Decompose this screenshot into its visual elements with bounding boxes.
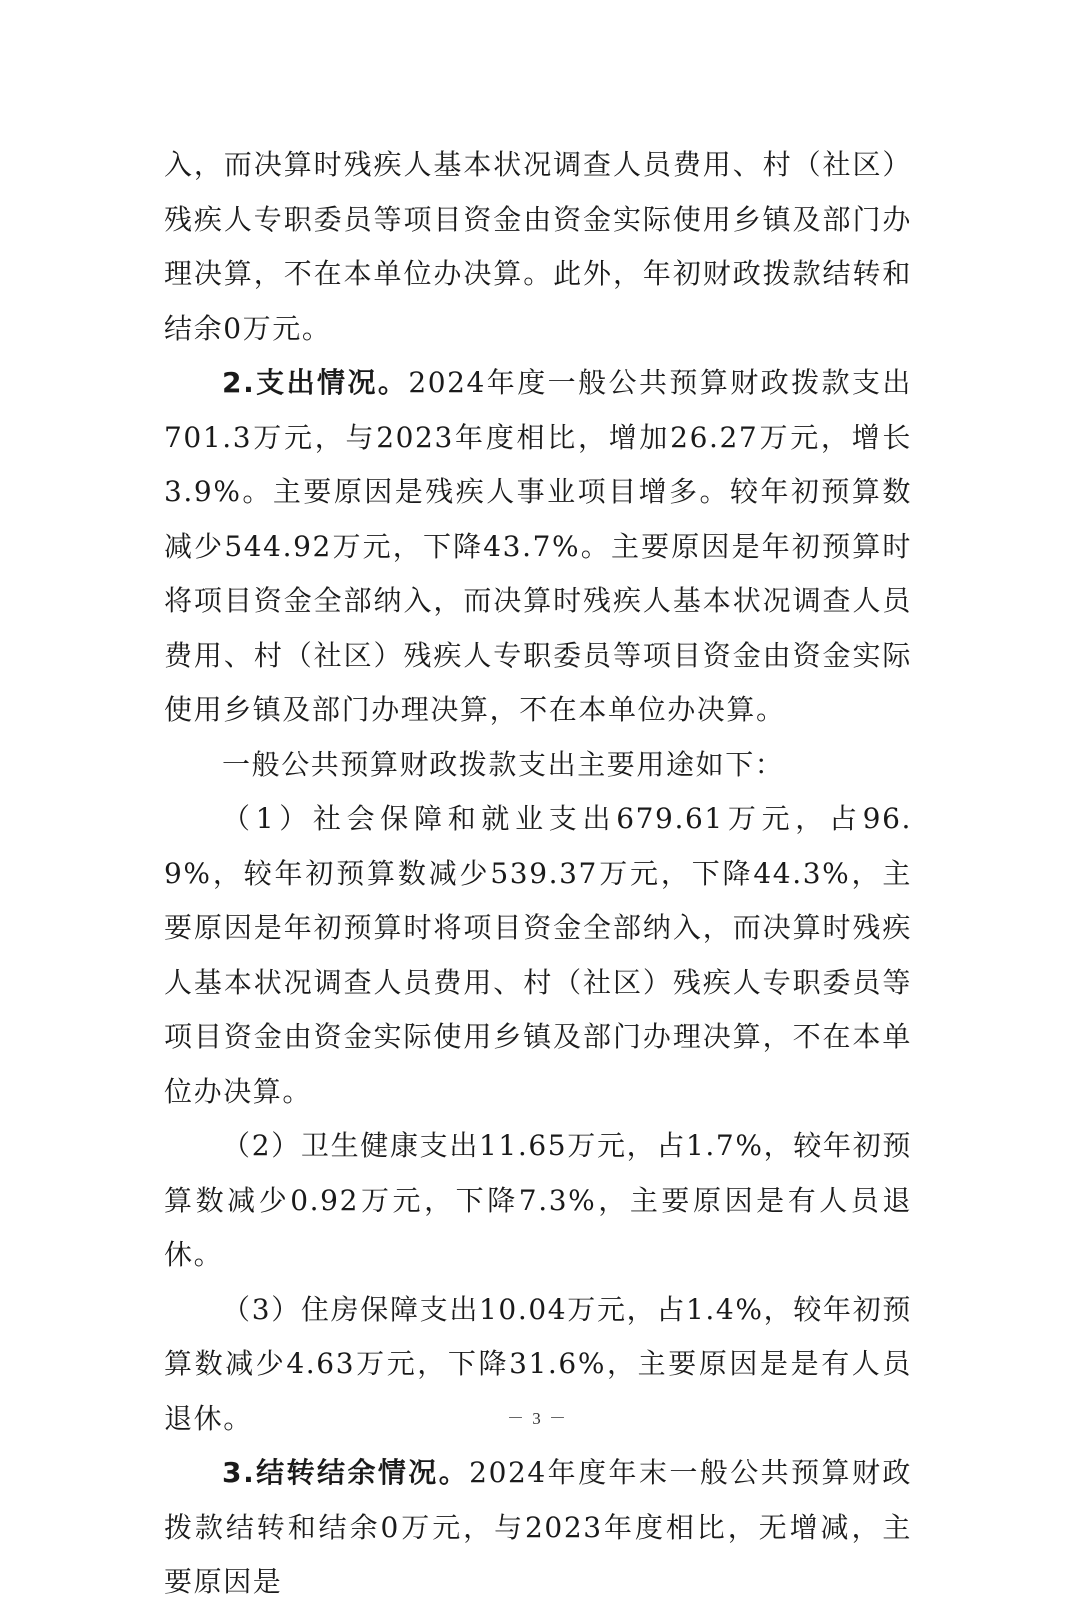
page-number: － 3 －	[507, 1409, 568, 1428]
paragraph-text: （1）社会保障和就业支出679.61万元，占96.9%，较年初预算数减少539.37万元，下降44.3%，主要原因是年初预算时将项目资金全部纳入，而决算时残疾人基本状况调查人员费用、村（社区）残疾人专职委员等项目资金由资金实际使用乡镇及部门办理决算，不在本单位办决算。	[164, 802, 912, 1108]
paragraph-text: （2）卫生健康支出11.65万元，占1.7%，较年初预算数减少0.92万元，下降7.3%，主要原因是有人员退休。	[164, 1129, 912, 1271]
paragraph-item-health	[164, 1119, 912, 1283]
section-heading-carryover: 3.结转结余情况。	[222, 1456, 470, 1489]
paragraph-continuation	[164, 138, 912, 356]
paragraph-text: （3）住房保障支出10.04万元，占1.4%，较年初预算数减少4.63万元，下降31.6%，主要原因是是有人员退休。	[164, 1292, 912, 1435]
paragraph-text: 入，而决算时残疾人基本状况调查人员费用、村（社区）残疾人专职委员等项目资金由资金实际使用乡镇及部门办理决算，不在本单位办决算。此外，年初财政拨款结转和结余0万元。	[164, 148, 912, 345]
paragraph-text: 一般公共预算财政拨款支出主要用途如下：	[222, 747, 785, 781]
document-body	[164, 138, 912, 1610]
paragraph-expenditure	[164, 356, 912, 738]
paragraph-carryover	[164, 1446, 912, 1610]
section-heading-expenditure: 2.支出情况。	[222, 366, 409, 399]
paragraph-usage-intro	[164, 738, 912, 793]
paragraph-text: 2024年度一般公共预算财政拨款支出701.3万元，与2023年度相比，增加26.27万元，增长3.9%。主要原因是残疾人事业项目增多。较年初预算数减少544.92万元，下降43.7%。主要原因是年初预算时将项目资金全部纳入，而决算时残疾人基本状况调查人员费用、村（社区）残疾人专职委员等项目资金由资金实际使用乡镇及部门办理决算，不在本单位办决算。	[164, 366, 912, 726]
paragraph-text: 2024年度年末一般公共预算财政拨款结转和结余0万元，与2023年度相比，无增减，主要原因是	[164, 1456, 912, 1598]
paragraph-item-social-security	[164, 792, 912, 1119]
